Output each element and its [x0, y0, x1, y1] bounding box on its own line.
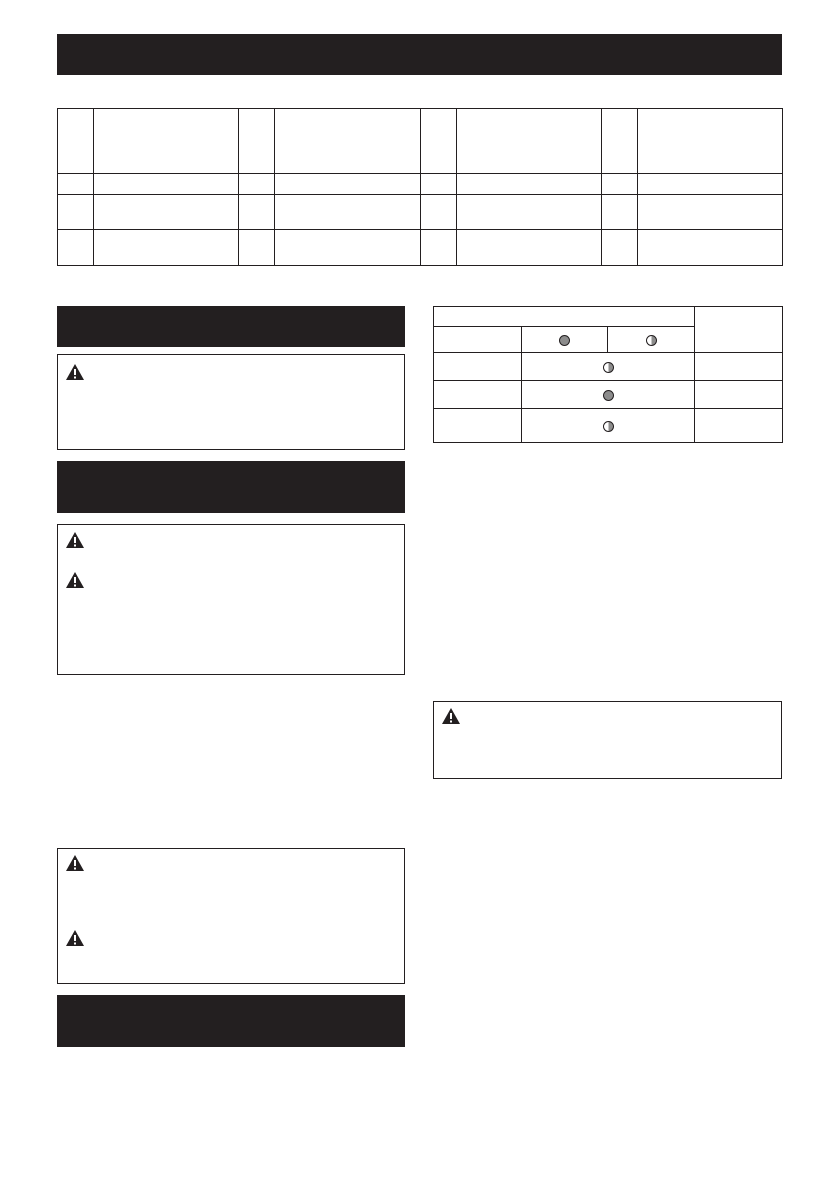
- warning-triangle-icon: [65, 363, 85, 381]
- table-cell: [94, 230, 239, 266]
- table-cell: [94, 174, 239, 195]
- table-cell: [58, 174, 94, 195]
- table-cell: [421, 109, 457, 174]
- table-row: [434, 307, 783, 327]
- warning-triangle-icon: [65, 929, 85, 947]
- table-row: [434, 353, 783, 381]
- table-cell: [602, 195, 638, 230]
- table-cell: [434, 381, 522, 409]
- table-cell: [638, 109, 783, 174]
- table-subheader-indicator: [522, 327, 608, 353]
- table-cell: [457, 195, 602, 230]
- table-cell: [58, 195, 94, 230]
- table-cell: [638, 174, 783, 195]
- section-heading-banner: [57, 995, 405, 1047]
- warning-box: [57, 848, 405, 984]
- table-cell: [602, 174, 638, 195]
- table-cell: [275, 195, 421, 230]
- indicator-lit-icon: [603, 390, 614, 401]
- table-cell: [421, 174, 457, 195]
- table-cell: [421, 230, 457, 266]
- table-subheader-label: [434, 327, 522, 353]
- table-cell: [457, 109, 602, 174]
- table-row: [58, 230, 783, 266]
- warning-triangle-icon: [441, 707, 461, 725]
- table-subheader-indicator: [608, 327, 695, 353]
- warning-box: [433, 701, 782, 779]
- table-row: [434, 409, 783, 443]
- table-cell: [695, 381, 783, 409]
- table-cell: [602, 109, 638, 174]
- indicator-half-lit-icon: [603, 362, 614, 373]
- table-cell: [434, 353, 522, 381]
- warning-triangle-icon: [65, 531, 85, 549]
- table-cell: [602, 230, 638, 266]
- table-cell: [275, 109, 421, 174]
- indicator-lit-icon: [559, 335, 570, 346]
- table-cell: [94, 195, 239, 230]
- table-header-right: [695, 307, 783, 353]
- table-cell: [58, 109, 94, 174]
- table-cell: [434, 409, 522, 443]
- table-row: [58, 195, 783, 230]
- table-cell: [522, 381, 695, 409]
- table-cell: [522, 409, 695, 443]
- table-row: [434, 381, 783, 409]
- table-cell: [58, 230, 94, 266]
- table-row: [58, 174, 783, 195]
- table-cell: [522, 353, 695, 381]
- table-cell: [275, 230, 421, 266]
- table-cell: [239, 195, 275, 230]
- table-row: [58, 109, 783, 174]
- table-cell: [239, 174, 275, 195]
- warning-box: [57, 524, 405, 675]
- section-heading-banner: [57, 461, 405, 513]
- indicator-half-lit-icon: [646, 335, 657, 346]
- status-indicator-table: [433, 306, 783, 443]
- table-header-group: [434, 307, 695, 327]
- page-header-banner: [57, 34, 782, 75]
- table-cell: [695, 353, 783, 381]
- table-cell: [421, 195, 457, 230]
- table-cell: [94, 109, 239, 174]
- table-cell: [638, 195, 783, 230]
- table-cell: [457, 230, 602, 266]
- warning-triangle-icon: [65, 854, 85, 872]
- table-cell: [275, 174, 421, 195]
- warning-box: [57, 354, 405, 450]
- parts-table: [57, 108, 783, 266]
- table-cell: [695, 409, 783, 443]
- section-heading-banner: [57, 306, 405, 347]
- table-cell: [239, 109, 275, 174]
- warning-triangle-icon: [65, 571, 85, 589]
- indicator-half-lit-icon: [603, 421, 614, 432]
- table-cell: [457, 174, 602, 195]
- table-cell: [638, 230, 783, 266]
- table-cell: [239, 230, 275, 266]
